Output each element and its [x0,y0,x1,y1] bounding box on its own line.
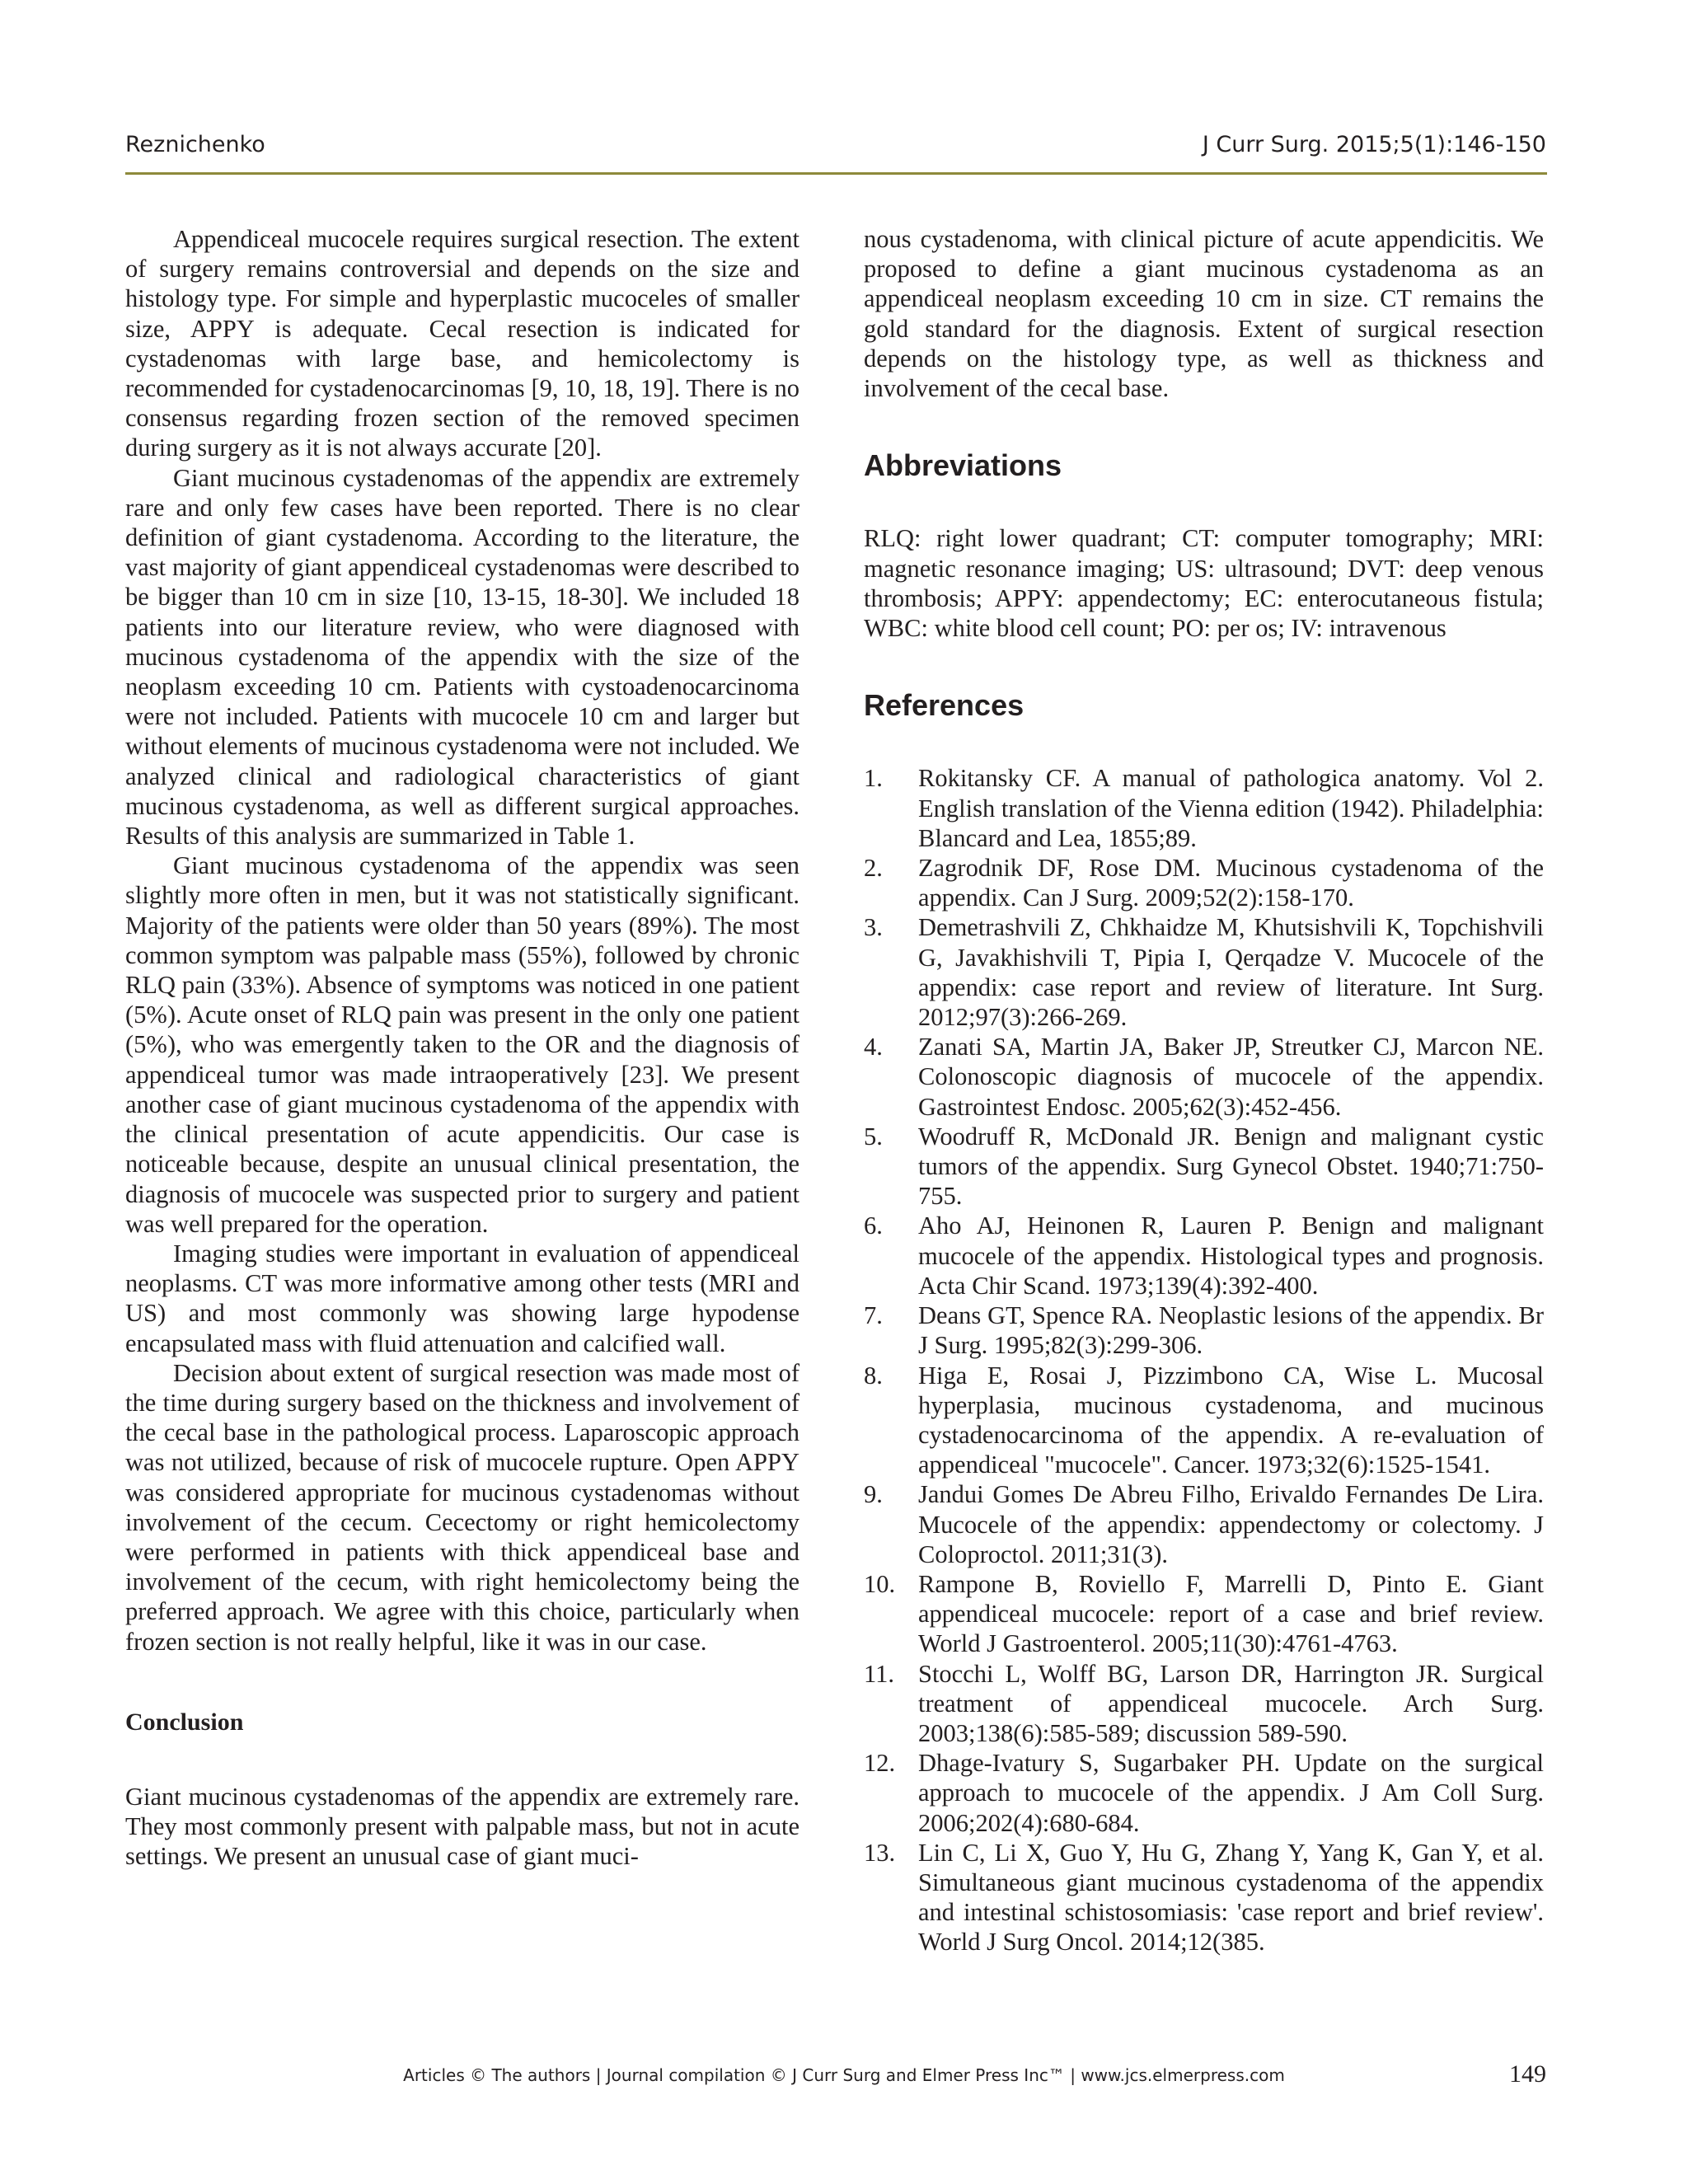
reference-text: Aho AJ, Heinonen R, Lauren P. Benign and malignant mucocele of the appendix. Histological types and prognosis. Acta Chir Scand. 1973;139(4):392-400. [918,1212,1544,1300]
reference-item [864,1479,1544,1569]
body-paragraph: Imaging studies were important in evaluation of appendiceal neoplasms. CT was more informative among other tests (MRI and US) and most commonly was showing large hypodense encapsulated mass with fluid attenuation and calcified wall. [125,1239,799,1357]
reference-text: Stocchi L, Wolff BG, Larson DR, Harrington JR. Surgical treatment of appendiceal mucocele. Arch Surg. 2003;138(6):585-589; discussion 589-590. [918,1659,1544,1747]
reference-number: 10. [864,1569,896,1598]
reference-number: 8. [864,1361,883,1390]
reference-item [864,763,1544,853]
reference-item [864,1748,1544,1838]
right-column [864,224,1544,1957]
reference-number: 4. [864,1033,883,1062]
left-column [125,224,799,1872]
abbreviations-text: RLQ: right lower quadrant; CT: computer tomography; MRI: magnetic resonance imaging; US: ultrasound; DVT: deep venous thrombosis; APPY: appendectomy; EC: enterocutaneous fistula; WBC: white blood cell count; PO: per os; IV: intravenous [864,524,1544,643]
header-rule [125,172,1547,175]
abbreviations-heading: Abbreviations [864,448,1062,483]
reference-text: Zagrodnik DF, Rose DM. Mucinous cystadenoma of the appendix. Can J Surg. 2009;52(2):158-170. [918,854,1544,912]
reference-text: Jandui Gomes De Abreu Filho, Erivaldo Fernandes De Lira. Mucocele of the appendix: appendectomy or colectomy. J Coloproctol. 2011;31(3). [918,1480,1544,1568]
reference-item [864,853,1544,912]
reference-text: Woodruff R, McDonald JR. Benign and malignant cystic tumors of the appendix. Surg Gynecol Obstet. 1940;71:750-755. [918,1122,1544,1211]
reference-number: 2. [864,854,883,883]
conclusion-paragraph: Giant mucinous cystadenomas of the appendix are extremely rare. They most commonly present with palpable mass, but not in acute settings. We present an unusual case of giant muci- [125,1782,799,1871]
reference-number: 9. [864,1480,883,1509]
reference-number: 3. [864,913,883,942]
reference-item [864,1301,1544,1360]
body-paragraph: Giant mucinous cystadenoma of the appendix was seen slightly more often in men, but it was not statistically significant. Majority of the patients were older than 50 years (89%). The most common symptom was palpable mass (55%), followed by chronic RLQ pain (33%). Absence of symptoms was noticed in one patient (5%). Acute onset of RLQ pain was present in the only one patient (5%), who was emergently taken to the OR and the diagnosis of appendiceal tumor was made intraoperatively [23]. We present another case of giant mucinous cystadenoma of the appendix with the clinical presentation of acute appendicitis. Our case is noticeable because, despite an unusual clinical presentation, the diagnosis of mucocele was suspected prior to surgery and patient was well prepared for the operation. [125,851,799,1238]
reference-item [864,912,1544,1032]
running-header-journal: J Curr Surg. 2015;5(1):146-150 [1202,132,1546,157]
reference-number: 12. [864,1749,896,1778]
page-footer: Articles © The authors | Journal compilation © J Curr Surg and Elmer Press Inc™ | www.jcs.elmerpress.com [403,2065,1285,2085]
reference-item [864,1122,1544,1212]
body-paragraph: Decision about extent of surgical resection was made most of the time during surgery based on the thickness and involvement of the cecal base in the pathological process. Laparoscopic approach was not utilized, because of risk of mucocele rupture. Open APPY was considered appropriate for mucinous cystadenomas without involvement of the cecum. Cecectomy or right hemicolectomy were performed in patients with thick appendiceal base and involvement of the cecum, with right hemicolectomy being the preferred approach. We agree with this choice, particularly when frozen section is not really helpful, like it was in our case. [125,1358,799,1656]
reference-text: Higa E, Rosai J, Pizzimbono CA, Wise L. Mucosal hyperplasia, mucinous cystadenoma, and mucinous cystadenocarcinoma of the appendix. A re-evaluation of appendiceal "mucocele". Cancer. 1973;32(6):1525-1541. [918,1361,1544,1479]
reference-item [864,1361,1544,1480]
reference-number: 7. [864,1301,883,1330]
conclusion-heading: Conclusion [125,1708,244,1736]
reference-item [864,1032,1544,1122]
reference-item [864,1211,1544,1301]
reference-number: 5. [864,1122,883,1151]
reference-text: Lin C, Li X, Guo Y, Hu G, Zhang Y, Yang K, Gan Y, et al. Simultaneous giant mucinous cystadenoma of the appendix and intestinal schistosomiasis: 'case report and brief review'. World J Surg Oncol. 2014;12(385. [918,1838,1544,1957]
reference-item [864,1838,1544,1957]
reference-text: Zanati SA, Martin JA, Baker JP, Streutker CJ, Marcon NE. Colonoscopic diagnosis of mucocele of the appendix. Gastrointest Endosc. 2005;62(3):452-456. [918,1033,1544,1121]
reference-item [864,1569,1544,1659]
reference-number: 11. [864,1659,894,1688]
body-paragraph: Giant mucinous cystadenomas of the appendix are extremely rare and only few cases have been reported. There is no clear definition of giant cystadenoma. According to the literature, the vast majority of giant appendiceal cystadenomas were described to be bigger than 10 cm in size [10, 13-15, 18-30]. We included 18 patients into our literature review, who were diagnosed with mucinous cystadenoma of the appendix with the size of the neoplasm exceeding 10 cm. Patients with cystoadenocarcinoma were not included. Patients with mucocele 10 cm and larger but without elements of mucinous cystadenoma were not included. We analyzed clinical and radiological characteristics of giant mucinous cystadenoma, as well as different surgical approaches. Results of this analysis are summarized in Table 1. [125,463,799,851]
reference-text: Deans GT, Spence RA. Neoplastic lesions of the appendix. Br J Surg. 1995;82(3):299-306. [918,1301,1544,1360]
reference-number: 13. [864,1838,896,1867]
references-heading: References [864,688,1025,723]
reference-item [864,1659,1544,1749]
running-header-author: Reznichenko [125,132,265,157]
reference-text: Dhage-Ivatury S, Sugarbaker PH. Update on the surgical approach to mucocele of the appendix. J Am Coll Surg. 2006;202(4):680-684. [918,1749,1544,1837]
body-paragraph: Appendiceal mucocele requires surgical resection. The extent of surgery remains controversial and depends on the size and histology type. For simple and hyperplastic mucoceles of smaller size, APPY is adequate. Cecal resection is indicated for cystadenomas with large base, and hemicolectomy is recommended for cystadenocarcinomas [9, 10, 18, 19]. There is no consensus regarding frozen section of the removed specimen during surgery as it is not always accurate [20]. [125,225,799,462]
reference-text: Rampone B, Roviello F, Marrelli D, Pinto E. Giant appendiceal mucocele: report of a case and brief review. World J Gastroenterol. 2005;11(30):4761-4763. [918,1569,1544,1658]
reference-text: Rokitansky CF. A manual of pathologica anatomy. Vol 2. English translation of the Vienna edition (1942). Philadelphia: Blancard and Lea, 1855;89. [918,764,1544,852]
reference-number: 1. [864,764,883,793]
reference-list [864,763,1544,1957]
reference-number: 6. [864,1212,883,1240]
page-number: 149 [1509,2060,1546,2088]
reference-text: Demetrashvili Z, Chkhaidze M, Khutsishvili K, Topchishvili G, Javakhishvili T, Pipia I, Qerqadze V. Mucocele of the appendix: case report and review of literature. Int Surg. 2012;97(3):266-269. [918,913,1544,1032]
conclusion-paragraph-continued: nous cystadenoma, with clinical picture of acute appendicitis. We proposed to define a giant mucinous cystadenoma as an appendiceal neoplasm exceeding 10 cm in size. CT remains the gold standard for the diagnosis. Extent of surgical resection depends on the histology type, as well as thickness and involvement of the cecal base. [864,225,1544,403]
